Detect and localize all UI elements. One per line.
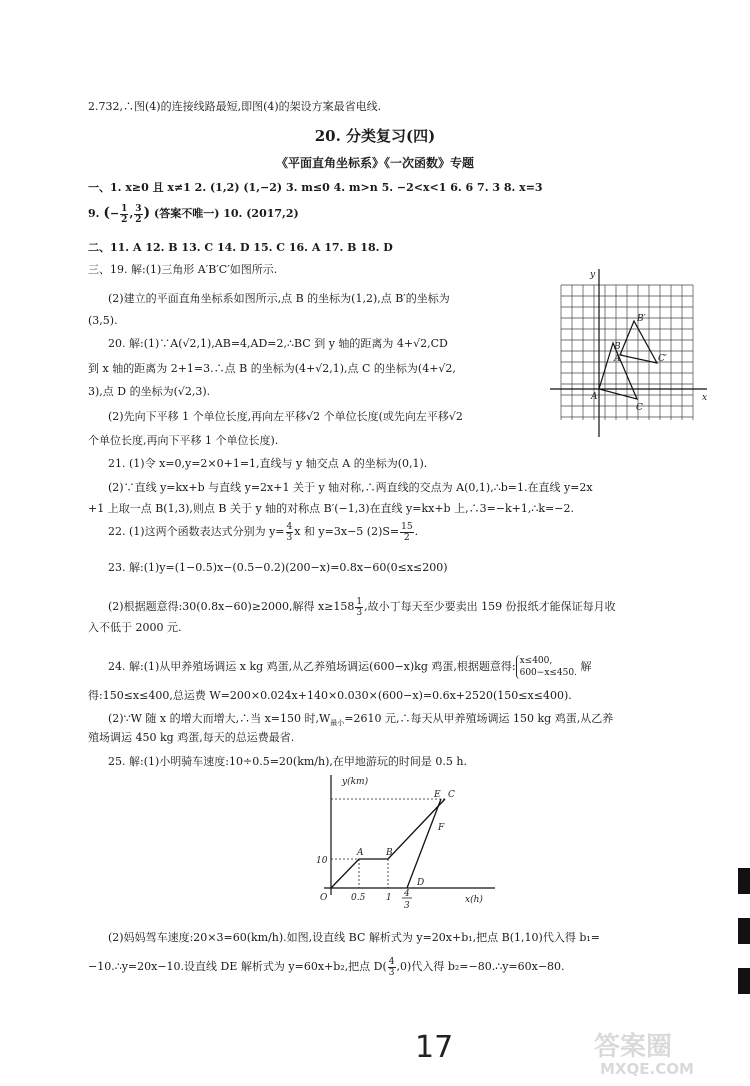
text-line: 到 x 轴的距离为 2+1=3.∴点 B 的坐标为(4+√2,1),点 C 的坐标为(4+√2, [88,362,456,375]
text-line: 21. (1)令 x=0,y=2×0+1=1,直线与 y 轴交点 A 的坐标为(0,1). [108,457,428,470]
text-line: (2)妈妈驾车速度:20×3=60(km/h).如图,设直线 BC 解析式为 y=20x+b₁,把点 B(1,10)代入得 b₁= [108,931,600,944]
text-line-22: 22. (1)这两个函数表达式分别为 y= $\frac{4}{3}$ x 和 y=3x−5 (2)S= $\frac{15}{2}$ . [108,521,419,543]
x-tick: 1 [386,893,392,903]
text-line-24a: 24. 解:(1)从甲养殖场调运 x kg 鸡蛋,从乙养殖场调运(600−x)kg 鸡蛋,根据题意得: x≤400, 600−x≤450. 解 [108,656,592,678]
fraction: $\frac{15}{2}$ [401,521,413,543]
text-line: 2.732,∴图(4)的连接线路最短,即图(4)的架设方案最省电线. [88,100,382,113]
point-label: B [386,848,393,858]
text-line-23b: (2)根据题意得:30(0.8x−60)≥2000,解得 x≥158 $\frac{1}{3}$ ,故小丁每天至少要卖出 159 份报纸才能保证每月收 [108,596,616,618]
q9-tail: (答案不唯一) 10. (2017,2) [154,207,299,220]
text-line: 入不低于 2000 元. [88,621,182,634]
text-line: 殖场调运 450 kg 鸡蛋,每天的总运费最省. [88,731,295,744]
answer-row-1: 一、1. x≥0 且 x≠1 2. (1,2) (1,−2) 3. m≤0 4. m>n 5. −2<x<1 6. 6 7. 3 8. x=3 [88,181,543,194]
point-c: C [636,403,643,413]
point-label: E [434,790,441,800]
edge-mark [738,968,750,994]
edge-mark [738,918,750,944]
x-axis-label: x(h) [465,895,483,905]
point-label: F [438,823,445,833]
text-line: 23. 解:(1)y=(1−0.5)x−(0.5−0.2)(200−x)=0.8x−60(0≤x≤200) [108,561,448,574]
point-label: A [357,848,364,858]
y-axis-label: y(km) [342,777,369,787]
fraction: $\frac{4}{3}$ [286,521,293,543]
coordinate-grid-figure [545,265,715,445]
y-tick: 10 [316,856,328,866]
x-axis-label: x [702,393,708,403]
section-subtitle: 《平面直角坐标系》《一次函数》专题 [275,156,474,170]
answer-row-2: 9. (− $\frac{1}{2}$ , $\frac{3}{2}$ ) (答案不唯一) 10. (2017,2) [88,203,299,225]
text-line: 20. 解:(1)∵A(√2,1),AB=4,AD=2,∴BC 到 y 轴的距离为 4+√2,CD [108,337,448,350]
point-c-prime: C′ [658,354,667,364]
text-line-24c: (2)∵W 随 x 的增大而增大,∴当 x=150 时$,W_{最小}=2610$ 元,∴每天从甲养殖场调运 150 kg 鸡蛋,从乙养 [108,712,614,728]
fraction: $\frac{1}{2}$ [121,203,128,225]
text-line: (2)先向下平移 1 个单位长度,再向左平移√2 个单位长度(或先向左平移√2 [108,410,463,423]
point-label: C [448,790,455,800]
text-line: +1 上取一点 B(1,3),则点 B 关于 y 轴的对称点 B′(−1,3)在直线 y=kx+b 上,∴3=−k+1,∴k=−2. [88,502,574,515]
origin-label: O [320,893,328,903]
text-line: 得:150≤x≤400,总运费 W=200×0.024x+140×0.030×(600−x)=0.6x+2520(150≤x≤400). [88,689,572,702]
fraction: $\frac{1}{3}$ [356,596,363,618]
text-line: 个单位长度,再向下平移 1 个单位长度). [88,434,279,447]
section-title: 20. 分类复习(四) [314,127,436,145]
fraction: $\frac{3}{2}$ [135,203,142,225]
point-a: A [591,392,598,402]
distance-time-chart [300,770,500,915]
page-number: 17 [415,1030,454,1065]
edge-mark [738,868,750,894]
svg-text:MXQE.COM: MXQE.COM [600,1060,694,1077]
point-b: B [614,342,621,352]
answer-row-3: 二、11. A 12. B 13. C 14. D 15. C 16. A 17. B 18. D [88,241,393,254]
point-b-prime: B′ [637,314,646,324]
point-label: D [417,878,425,888]
text-line-25c: −10.∴y=20x−10.设直线 DE 解析式为 y=60x+b₂,把点 D( $\frac{4}{3}$ ,0)代入得 b₂=−80.∴y=60x−80. [88,956,565,978]
watermark-logo [590,1025,740,1077]
text-line: 三、19. 解:(1)三角形 A′B′C′如图所示. [88,263,278,276]
q9-label: 9. [88,207,100,220]
text-line: 25. 解:(1)小明骑车速度:10÷0.5=20(km/h),在甲地游玩的时间是 0.5 h. [108,755,467,768]
point-a-prime: A′ [614,354,623,364]
inequality-system: x≤400, 600−x≤450. [516,655,577,679]
text-line: (2)∵直线 y=kx+b 与直线 y=2x+1 关于 y 轴对称,∴两直线的交点为 A(0,1),∴b=1.在直线 y=2x [108,481,593,494]
text-line: (3,5). [88,314,118,327]
y-axis-label: y [590,270,596,280]
text-line: (2)建立的平面直角坐标系如图所示,点 B 的坐标为(1,2),点 B′的坐标为 [108,292,450,305]
x-tick-frac-d: 3 [404,901,410,911]
x-tick: 0.5 [351,893,366,903]
x-tick-frac-n: 4 [404,889,410,899]
text-line: 3),点 D 的坐标为(√2,3). [88,385,211,398]
svg-text:答案圈: 答案圈 [594,1032,673,1062]
fraction: $\frac{4}{3}$ [388,956,395,978]
